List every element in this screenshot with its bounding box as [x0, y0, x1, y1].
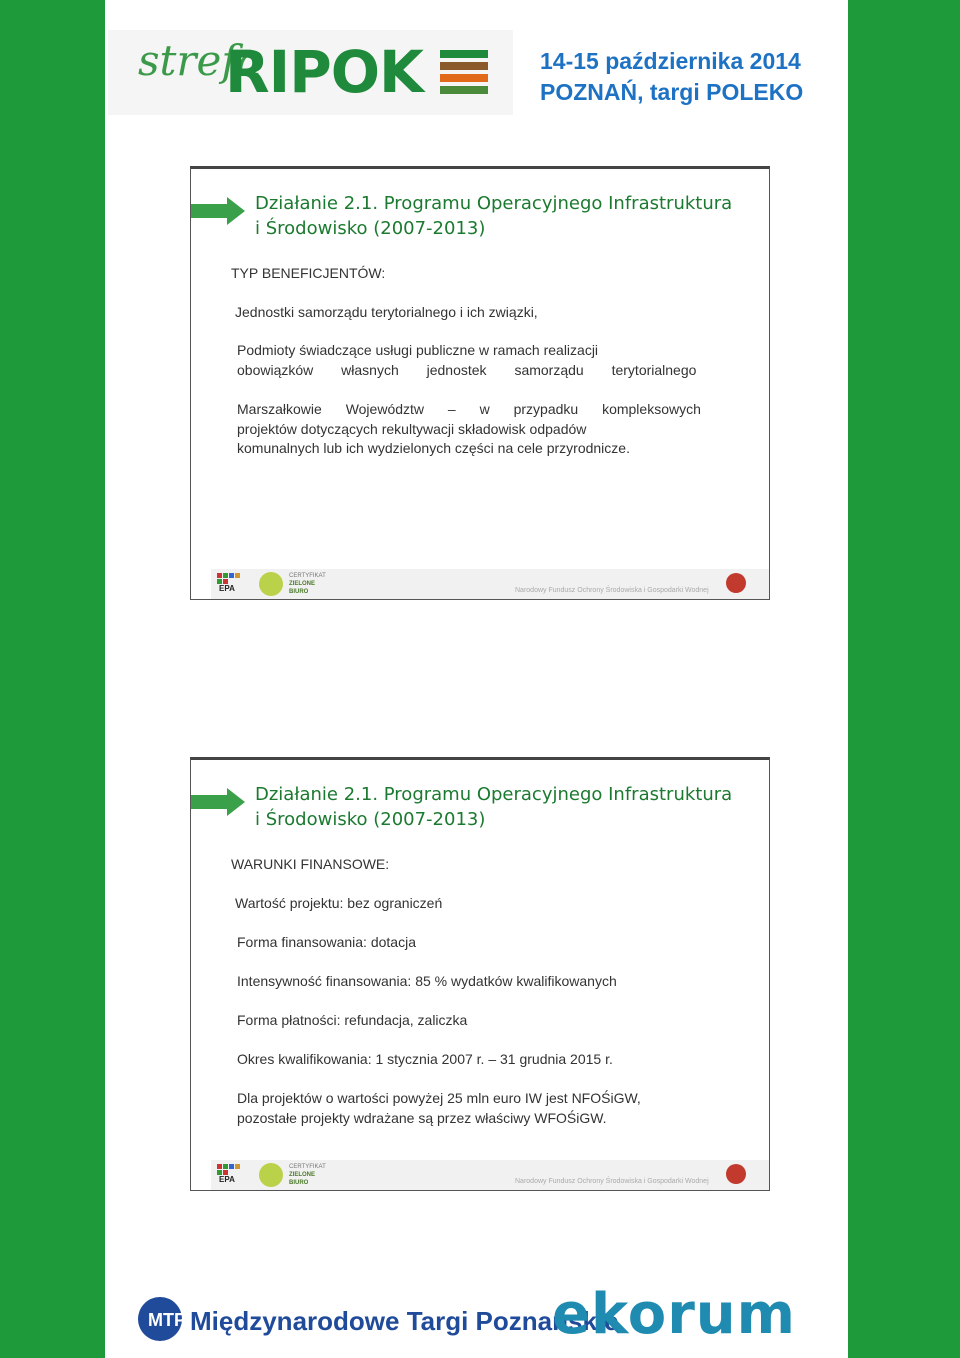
- nfosigw-emblem-icon: [726, 1164, 746, 1184]
- slide-financial-conditions: [190, 757, 770, 1191]
- cert-line: BIURO: [289, 589, 309, 595]
- slide-heading: WARUNKI FINANSOWE:: [231, 856, 390, 872]
- condition-item: Forma płatności: refundacja, zaliczka: [237, 1012, 468, 1028]
- slide-title-line1: Działanie 2.1. Programu Operacyjnego Infrastruktura: [255, 784, 733, 805]
- text-line: komunalnych lub ich wydzielonych części na cele przyrodnicze.: [237, 440, 630, 456]
- green-office-icon: [259, 1163, 283, 1187]
- beneficiary-item: Jednostki samorządu terytorialnego i ich związki,: [235, 304, 538, 320]
- logo-bars-icon: [440, 50, 488, 96]
- cert-line: CERTYFIKAT: [289, 1164, 326, 1170]
- green-office-cert: [289, 1163, 349, 1187]
- slide-beneficiaries: [190, 166, 770, 600]
- text-line: Dla projektów o wartości powyżej 25 mln euro IW jest NFOŚiGW,: [237, 1090, 641, 1106]
- cert-line: ZIELONE: [289, 581, 316, 587]
- beneficiary-item: [237, 341, 737, 380]
- mtp-name: Międzynarodowe Targi Poznańskie: [190, 1306, 619, 1336]
- slide-title-line2: i Środowisko (2007-2013): [255, 218, 486, 239]
- logo-strefa-text: strefa: [138, 36, 262, 85]
- arrow-icon: [191, 197, 245, 225]
- slide-title: [255, 782, 765, 832]
- nfosigw-emblem-icon: [726, 573, 746, 593]
- nfosigw-name: Narodowy Fundusz Ochrony Środowiska i Gospodarki Wodnej: [515, 1178, 709, 1185]
- green-office-cert: [289, 572, 349, 596]
- left-green-border: [0, 0, 105, 1358]
- condition-item: [237, 1089, 737, 1128]
- condition-item: Okres kwalifikowania: 1 stycznia 2007 r. – 31 grudnia 2015 r.: [237, 1051, 613, 1067]
- epa-label: EPA: [219, 584, 235, 593]
- slide-title-line2: i Środowisko (2007-2013): [255, 809, 486, 830]
- arrow-icon: [191, 788, 245, 816]
- event-date: 14-15 października 2014: [540, 48, 801, 74]
- logo-ripok-text: RIPOK: [225, 38, 423, 106]
- cert-line: ZIELONE: [289, 1172, 316, 1178]
- slide-heading: TYP BENEFICJENTÓW:: [231, 265, 386, 281]
- text-line: projektów dotyczących rekultywacji składowisk odpadów: [237, 420, 587, 437]
- epa-label: EPA: [219, 1175, 235, 1184]
- condition-item: Wartość projektu: bez ograniczeń: [235, 895, 443, 911]
- mtp-initials: MTP: [148, 1310, 186, 1330]
- green-office-icon: [259, 572, 283, 596]
- text-line: Podmioty świadczące usługi publiczne w ramach realizacji: [237, 342, 599, 358]
- slide-footer: [211, 1160, 769, 1190]
- right-green-border: [848, 0, 960, 1358]
- condition-item: Intensywność finansowania: 85 % wydatków kwalifikowanych: [237, 973, 617, 989]
- cert-line: BIURO: [289, 1180, 309, 1186]
- event-info: [540, 46, 803, 108]
- slide-footer: [211, 569, 769, 599]
- beneficiary-item: [237, 400, 737, 459]
- text-line: pozostałe projekty wdrażane są przez właściwy WFOŚiGW.: [237, 1109, 607, 1126]
- text-line: obowiązków własnych jednostek samorządu terytorialnego: [237, 361, 697, 378]
- nfosigw-name: Narodowy Fundusz Ochrony Środowiska i Gospodarki Wodnej: [515, 587, 709, 594]
- slide-title: [255, 191, 765, 241]
- event-location: POZNAŃ, targi POLEKO: [540, 79, 804, 105]
- condition-item: Forma finansowania: dotacja: [237, 934, 416, 950]
- slide-title-line1: Działanie 2.1. Programu Operacyjnego Infrastruktura: [255, 193, 733, 214]
- ekorum-logo: ekorum: [552, 1282, 797, 1347]
- text-line: Marszałkowie Województw – w przypadku kompleksowych: [237, 401, 701, 417]
- cert-line: CERTYFIKAT: [289, 573, 326, 579]
